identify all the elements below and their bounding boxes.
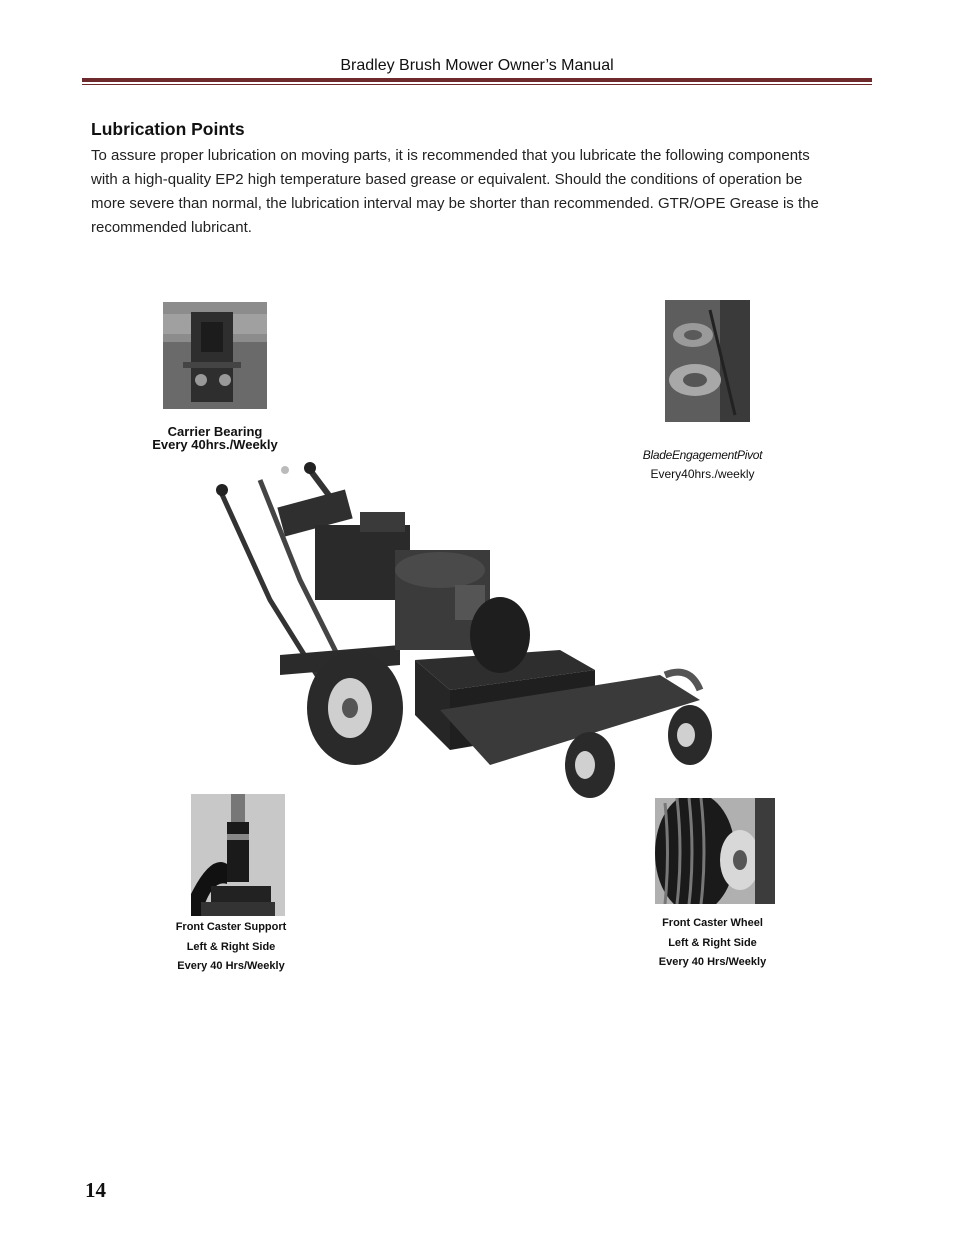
intro-line: To assure proper lubrication on moving parts, it is recommended that you lubricate the following components <box>91 147 810 164</box>
carrier-bearing-photo <box>163 302 267 409</box>
caster-wheel-caption <box>645 914 780 973</box>
caption-name: Carrier Bearing <box>167 424 263 439</box>
intro-paragraph <box>91 144 881 240</box>
running-header: Bradley Brush Mower Owner’s Manual <box>340 57 614 74</box>
caption-interval: Every 40 Hrs/Weekly <box>658 956 767 968</box>
blade-engagement-photo <box>665 300 750 422</box>
intro-line: recommended lubricant. <box>91 219 252 236</box>
caption-interval: Every40hrs./weekly <box>650 467 755 481</box>
caster-support-photo <box>191 794 285 916</box>
caption-side: Left & Right Side <box>186 940 276 953</box>
section-title: Lubrication Points <box>91 119 245 139</box>
caption-name: Front Caster Support <box>175 921 287 933</box>
caption-interval: Every 40 Hrs/Weekly <box>177 960 285 972</box>
caption-name: Front Caster Wheel <box>662 917 763 929</box>
caption-interval: Every 40hrs./Weekly <box>152 437 278 452</box>
header-rule-thin <box>82 84 872 85</box>
page-number: 14 <box>85 1178 106 1202</box>
header-rule-thick <box>82 78 872 82</box>
mower-illustration <box>200 450 720 810</box>
carrier-bearing-caption <box>140 425 290 451</box>
intro-line: more severe than normal, the lubrication interval may be shorter than recommended. GTR/OPE Grease is the <box>91 195 819 212</box>
caster-support-caption <box>166 918 296 977</box>
intro-line: with a high-quality EP2 high temperature based grease or equivalent. Should the conditions of operation be <box>91 171 803 188</box>
caster-wheel-photo <box>655 798 775 904</box>
caption-side: Left & Right Side <box>668 936 757 949</box>
caption-name: BladeEngagementPivot <box>642 448 763 462</box>
